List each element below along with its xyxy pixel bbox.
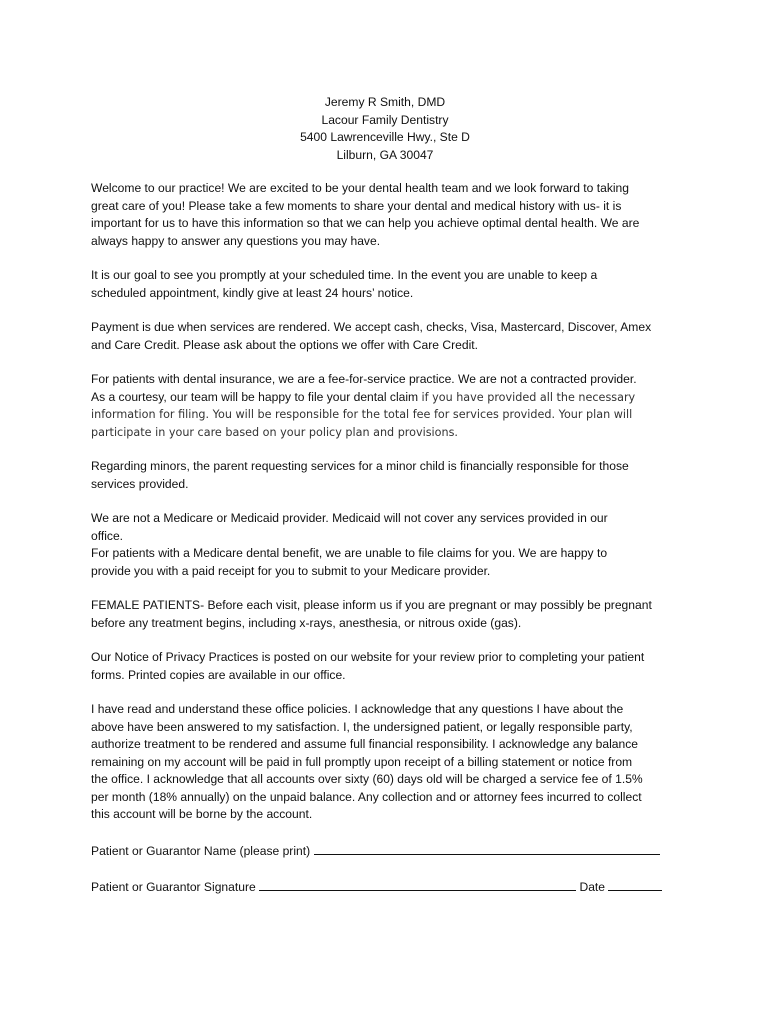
medicare-line: provide you with a paid receipt for you to submit to your Medicare provider. [91,563,491,578]
privacy-line: forms. Printed copies are available in our office. [91,667,346,682]
welcome-line: Welcome to our practice! We are excited to be your dental health team and we look forward to taking [91,181,630,195]
signature-label: Patient or Guarantor Signature [91,880,256,894]
payment-paragraph [91,319,681,354]
minors-paragraph [91,458,681,493]
date-label: Date [579,880,606,894]
payment-line: and Care Credit. Please ask about the options we offer with Care Credit. [91,337,478,352]
insurance-line: information for filing. You will be responsible for the total fee for services provided. Your plan will [91,408,633,421]
name-field[interactable] [314,841,660,855]
dentist-name: Jeremy R Smith, DMD [324,95,446,109]
minors-line: services provided. [91,476,189,491]
acknowledgement-line: I have read and understand these office policies. I acknowledge that any questions I have about the [91,702,624,716]
welcome-paragraph [91,180,681,250]
practice-header [0,94,770,164]
female-line: before any treatment begins, including x-rays, anesthesia, or nitrous oxide (gas). [91,615,522,630]
insurance-line-part: As a courtesy, our team will be happy to file your dental claim [91,389,422,404]
acknowledgement-paragraph [91,701,681,824]
welcome-line: great care of you! Please take a few moments to share your dental and medical history with us- it is [91,198,622,213]
welcome-line: always happy to answer any questions you may have. [91,233,381,248]
insurance-paragraph [91,371,681,441]
signature-block [91,841,681,897]
street-address: 5400 Lawrenceville Hwy., Ste D [300,130,470,145]
insurance-line: participate in your care based on your policy plan and provisions. [91,425,458,439]
insurance-line [91,389,681,407]
acknowledgement-line: authorize treatment to be rendered and assume full financial responsibility. I acknowledge any balance [91,737,639,751]
privacy-line: Our Notice of Privacy Practices is posted on our website for your review prior to completing your patient [91,650,645,664]
payment-line: Payment is due when services are rendered. We accept cash, checks, Visa, Mastercard, Discover, Amex [91,320,652,334]
insurance-line-part: if you have provided all the necessary [421,390,636,404]
practice-name: Lacour Family Dentistry [321,112,449,127]
acknowledgement-line: above have been answered to my satisfaction. I, the undersigned patient, or legally responsible party, [91,719,633,734]
female-line: FEMALE PATIENTS- Before each visit, please inform us if you are pregnant or may possibly be pregnant [91,598,652,612]
acknowledgement-line: the office. I acknowledge that all accounts over sixty (60) days old will be charged a service fee of 1.5% [91,772,643,786]
medicare-line: office. [91,528,124,543]
acknowledgement-line: per month (18% annually) on the unpaid balance. Any collection and or attorney fees incurred to collect [91,789,642,804]
appointment-line: scheduled appointment, kindly give at least 24 hours’ notice. [91,285,414,300]
signature-field[interactable] [259,877,576,891]
city-state-zip: Lilburn, GA 30047 [336,147,434,162]
medicare-paragraph [91,510,681,580]
minors-line: Regarding minors, the parent requesting services for a minor child is financially responsible for those [91,459,629,473]
policy-body [91,180,681,914]
welcome-line: important for us to have this information so that we can help you achieve optimal dental health. We are [91,216,640,230]
name-row [91,841,681,861]
signature-row [91,877,681,897]
appointment-paragraph [91,267,681,302]
medicare-line: For patients with a Medicare dental benefit, we are unable to file claims for you. We are happy to [91,546,608,560]
medicare-line: We are not a Medicare or Medicaid provider. Medicaid will not cover any services provided in our [91,511,608,525]
privacy-paragraph [91,649,681,684]
appointment-line: It is our goal to see you promptly at your scheduled time. In the event you are unable to keep a [91,268,598,282]
acknowledgement-line: remaining on my account will be paid in full promptly upon receipt of a billing statement or notice from [91,754,633,769]
acknowledgement-line: this account will be borne by the account. [91,807,313,821]
date-field[interactable] [608,877,662,891]
name-label: Patient or Guarantor Name (please print) [91,843,311,858]
insurance-line: For patients with dental insurance, we are a fee-for-service practice. We are not a contracted provider. [91,372,637,386]
female-patients-paragraph [91,597,681,632]
